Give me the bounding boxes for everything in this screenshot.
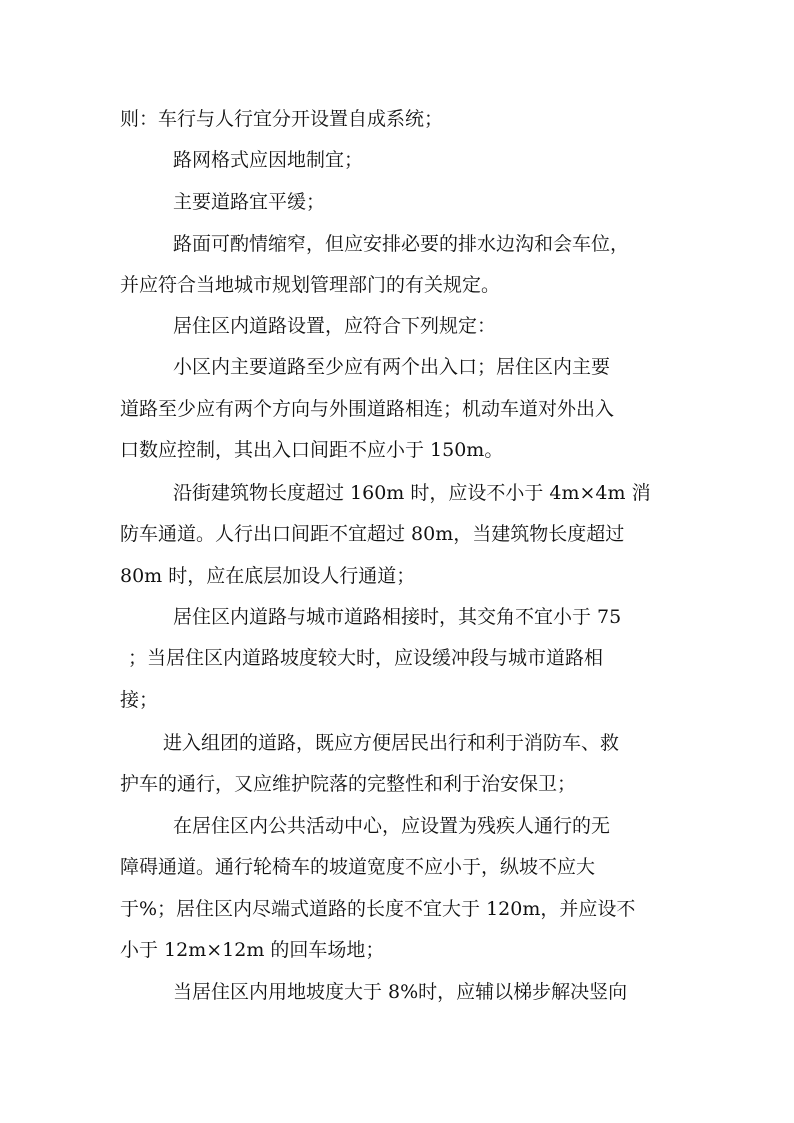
text-line: 80m 时，应在底层加设人行通道； <box>120 565 416 587</box>
text-line: 接； <box>120 689 159 711</box>
text-line: 当居住区内用地坡度大于 8%时，应辅以梯步解决竖向 <box>173 981 628 1003</box>
text-line: 主要道路宜平缓； <box>173 191 326 213</box>
text-line: 进入组团的道路，既应方便居民出行和利于消防车、救 <box>163 732 620 754</box>
text-line: 小区内主要道路至少应有两个出入口；居住区内主要 <box>173 356 611 378</box>
text-line: 居住区内道路与城市道路相接时，其交角不宜小于 75 <box>173 606 622 628</box>
text-line: 小于 12m×12m 的回车场地； <box>120 939 385 961</box>
text-line: 于%；居住区内尽端式道路的长度不宜大于 120m，并应设不 <box>120 898 636 920</box>
text-line: 护车的通行，又应维护院落的完整性和利于治安保卫； <box>120 773 577 795</box>
text-line: 并应符合当地城市规划管理部门的有关规定。 <box>120 274 501 296</box>
text-line: 道路至少应有两个方向与外围道路相连；机动车道对外出入 <box>120 398 615 420</box>
text-line: 沿街建筑物长度超过 160m 时，应设不小于 4m×4m 消 <box>173 482 651 504</box>
text-line: 防车通道。人行出口间距不宜超过 80m，当建筑物长度超过 <box>120 523 625 545</box>
text-line: 口数应控制，其出入口间距不应小于 150m。 <box>120 439 504 461</box>
text-line: 居住区内道路设置，应符合下列规定： <box>173 315 497 337</box>
text-line: 路网格式应因地制宜； <box>173 149 364 171</box>
text-line: 则：车行与人行宜分开设置自成系统； <box>120 108 444 130</box>
text-line: ；当居住区内道路坡度较大时，应设缓冲段与城市道路相 <box>128 647 604 669</box>
text-line: 路面可酌情缩窄，但应安排必要的排水边沟和会车位， <box>173 233 630 255</box>
text-line: 障碍通道。通行轮椅车的坡道宽度不应小于，纵坡不应大 <box>120 856 596 878</box>
text-line: 在居住区内公共活动中心，应设置为残疾人通行的无 <box>173 815 611 837</box>
